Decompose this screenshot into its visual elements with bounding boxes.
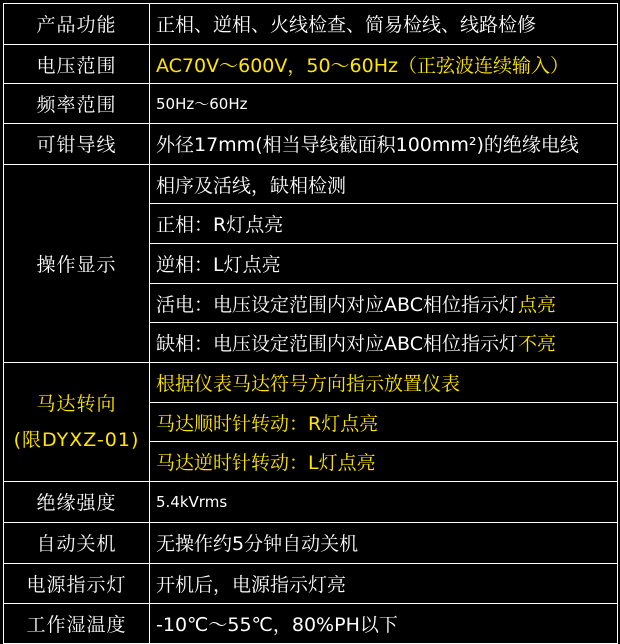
label-motor — [4, 363, 150, 482]
value-environment: -10℃～55℃，80%PH以下 — [150, 604, 618, 644]
row-clamp — [4, 124, 618, 165]
row-function — [4, 4, 618, 45]
value-power-led: 开机后，电源指示灯亮 — [150, 563, 618, 604]
display-line-4 — [150, 283, 618, 323]
row-frequency — [4, 84, 618, 124]
display-line-3: 逆相：L灯点亮 — [150, 244, 618, 284]
display-line-5 — [150, 323, 618, 363]
row-auto-off — [4, 522, 618, 563]
row-power-led — [4, 563, 618, 604]
row-display-1 — [4, 164, 618, 204]
display-line-2: 正相：R灯点亮 — [150, 204, 618, 244]
value-clamp: 外径17mm(相当导线截面积100mm²)的绝缘电线 — [150, 124, 618, 165]
label-auto-off: 自动关机 — [4, 522, 150, 563]
motor-line-1: 根据仪表马达符号方向指示放置仪表 — [150, 363, 618, 403]
row-voltage — [4, 44, 618, 84]
value-frequency: 50Hz～60Hz — [150, 84, 618, 124]
label-insulation: 绝缘强度 — [4, 482, 150, 523]
label-frequency: 频率范围 — [4, 84, 150, 124]
display-line-4-text: 活电：电压设定范围内对应ABC相位指示灯 — [156, 293, 518, 316]
label-clamp: 可钳导线 — [4, 124, 150, 165]
label-environment: 工作湿温度 — [4, 604, 150, 644]
spec-table — [3, 3, 618, 644]
display-line-4-highlight: 点亮 — [517, 293, 556, 316]
value-voltage: AC70V～600V，50～60Hz（正弦波连续输入） — [150, 44, 618, 84]
value-auto-off: 无操作约5分钟自动关机 — [150, 522, 618, 563]
value-insulation: 5.4kVrms — [150, 482, 618, 523]
label-display: 操作显示 — [4, 164, 150, 362]
row-motor-1 — [4, 363, 618, 403]
label-motor-note: (限DYXZ-01) — [13, 429, 140, 452]
label-motor-title: 马达转向 — [36, 393, 117, 416]
display-line-5-text: 缺相：电压设定范围内对应ABC相位指示灯 — [156, 333, 518, 356]
row-environment — [4, 604, 618, 644]
value-function: 正相、逆相、火线检查、简易检线、线路检修 — [150, 4, 618, 45]
label-power-led: 电源指示灯 — [4, 563, 150, 604]
label-voltage: 电压范围 — [4, 44, 150, 84]
display-line-5-highlight: 不亮 — [517, 333, 556, 356]
label-function: 产品功能 — [4, 4, 150, 45]
motor-line-2: 马达顺时针转动：R灯点亮 — [150, 402, 618, 442]
motor-line-3: 马达逆时针转动：L灯点亮 — [150, 442, 618, 482]
row-insulation — [4, 482, 618, 523]
display-line-1: 相序及活线，缺相检测 — [150, 164, 618, 204]
